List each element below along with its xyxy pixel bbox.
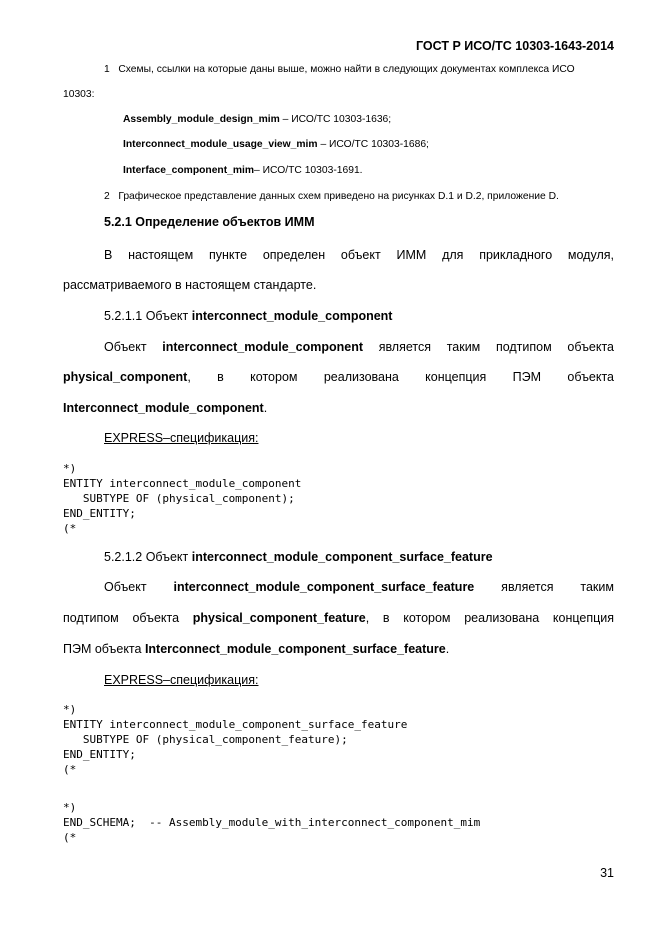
express-spec-label: EXPRESS–спецификация: — [104, 431, 259, 445]
entity-name: Interconnect_module_component_surface_feature — [144, 642, 446, 656]
word: Объект — [104, 580, 147, 594]
text: . — [445, 642, 450, 656]
schema-ref-doc: – ИСО/ТС 10303-1686; — [317, 139, 429, 150]
entity-2-paragraph-line-1 — [104, 580, 614, 594]
schema-ref-3 — [123, 165, 363, 176]
note-1-continuation: 10303: — [63, 89, 95, 100]
schema-ref-name: Assembly_module_design_mim — [123, 114, 280, 125]
text: является таким — [501, 580, 614, 594]
entity-name: Interconnect_module_component — [63, 401, 264, 415]
schema-ref-doc: – ИСО/ТС 10303-1636; — [279, 114, 392, 125]
schema-ref-name: Interface_component_mim — [123, 165, 255, 176]
express-code-block: *) ENTITY interconnect_module_component_surface_feature SUBTYPE OF (physical_component_feature); END_ENTITY; (* — [63, 703, 408, 776]
heading-entity-name: interconnect_module_component — [191, 309, 393, 323]
document-header: ГОСТ Р ИСО/ТС 10303-1643-2014 — [415, 39, 614, 53]
entity-name: physical_component — [63, 370, 188, 384]
schema-ref-name: Interconnect_module_usage_view_mim — [123, 139, 318, 150]
entity-name: physical_component_feature — [192, 611, 366, 625]
intro-paragraph-line-1: В настоящем пункте определен объект ИММ для прикладного модуля, — [104, 248, 614, 262]
note-2 — [104, 191, 559, 202]
note-1-number: 1 — [104, 64, 110, 75]
express-spec-label: EXPRESS–спецификация: — [104, 673, 259, 687]
entity-1-paragraph-line-3 — [63, 401, 267, 415]
note-2-text: Графическое представление данных схем приведено на рисунках D.1 и D.2, приложение D. — [118, 191, 559, 202]
heading-prefix: 5.2.1.2 Объект — [104, 550, 192, 564]
note-1 — [104, 64, 575, 75]
page-number: 31 — [600, 866, 614, 880]
schema-ref-1 — [123, 114, 391, 125]
section-heading-5-2-1: 5.2.1 Определение объектов ИММ — [104, 215, 315, 229]
text: , в котором реализована концепция — [365, 611, 614, 625]
note-2-number: 2 — [104, 191, 110, 202]
entity-2-paragraph-line-2 — [63, 611, 614, 625]
text: подтипом объекта — [63, 611, 193, 625]
schema-ref-doc: – ИСО/ТС 10303-1691. — [254, 165, 363, 176]
text: , в котором реализована концепция ПЭМ объекта — [187, 370, 614, 384]
express-schema-end-block: *) END_SCHEMA; -- Assembly_module_with_interconnect_component_mim (* — [63, 801, 481, 844]
entity-1-paragraph-line-1 — [104, 340, 614, 354]
text: ПЭМ объекта — [63, 642, 145, 656]
heading-entity-name: interconnect_module_component_surface_feature — [191, 550, 493, 564]
entity-2-paragraph-line-3 — [63, 642, 449, 656]
entity-name: interconnect_module_component — [162, 340, 363, 354]
note-1-text: Схемы, ссылки на которые даны выше, можно найти в следующих документах комплекса ИСО — [118, 64, 575, 75]
entity-1-paragraph-line-2 — [63, 370, 614, 384]
entity-name: interconnect_module_component_surface_feature — [173, 580, 475, 594]
section-heading-5-2-1-1 — [104, 309, 392, 323]
section-heading-5-2-1-2 — [104, 550, 493, 564]
text: . — [263, 401, 268, 415]
word: Объект — [104, 340, 147, 354]
express-code-block: *) ENTITY interconnect_module_component SUBTYPE OF (physical_component); END_ENTITY; (* — [63, 462, 302, 535]
schema-ref-2 — [123, 139, 429, 150]
intro-paragraph-line-2: рассматриваемого в настоящем стандарте. — [63, 278, 317, 292]
text: является таким подтипом объекта — [378, 340, 614, 354]
heading-prefix: 5.2.1.1 Объект — [104, 309, 192, 323]
